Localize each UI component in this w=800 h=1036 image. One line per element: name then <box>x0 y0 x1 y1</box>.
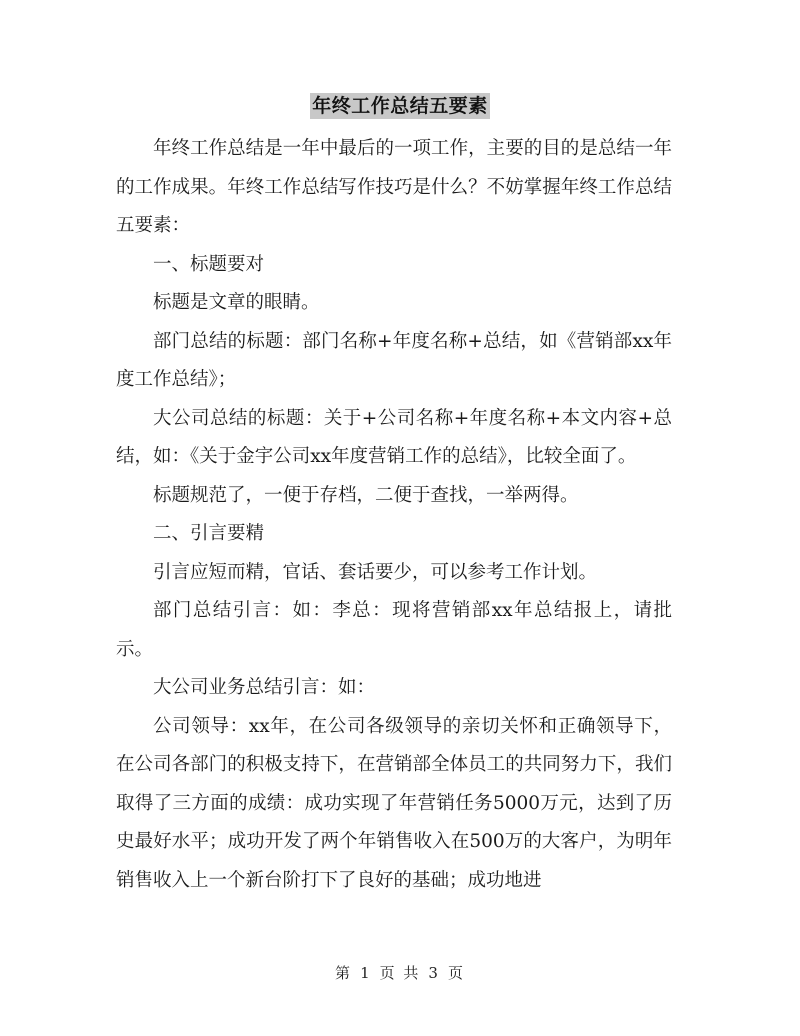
paragraph: 大公司总结的标题：关于+公司名称+年度名称+本文内容+总结，如：《关于金宇公司xx年度营销工作的总结》，比较全面了。 <box>116 407 672 467</box>
section-heading-2: 二、引言要精 <box>153 523 265 544</box>
section-heading-1: 一、标题要对 <box>153 253 265 275</box>
paragraph: 大公司业务总结引言：如： <box>153 677 376 698</box>
paragraph: 标题规范了，一便于存档，二便于查找，一举两得。 <box>153 484 579 506</box>
paragraph: 部门总结引言：如：李总：现将营销部xx年总结报上，请批示。 <box>116 600 672 660</box>
total-pages-number: 3 <box>428 964 440 982</box>
page-footer <box>0 962 800 983</box>
paragraph-intro: 年终工作总结是一年中最后的一项工作，主要的目的是总结一年的工作成果。年终工作总结写作技巧是什么？不妨掌握年终工作总结五要素： <box>116 138 672 236</box>
title-container <box>0 93 800 119</box>
page-label-prefix: 第 <box>335 964 353 982</box>
page-label-suffix: 页 <box>447 964 465 982</box>
paragraph: 标题是文章的眼睛。 <box>153 292 320 313</box>
page-label-mid: 页 共 <box>379 964 421 982</box>
paragraph: 部门总结的标题：部门名称+年度名称+总结，如《营销部xx年度工作总结》； <box>116 330 672 390</box>
document-body <box>116 130 672 900</box>
paragraph: 引言应短而精，官话、套话要少，可以参考工作计划。 <box>153 561 598 583</box>
paragraph: 公司领导：xx年，在公司各级领导的亲切关怀和正确领导下，在公司各部门的积极支持下，在营销部全体员工的共同努力下，我们取得了三方面的成绩：成功实现了年营销任务5000万元，达到了历史最好水平；成功开发了两个年销售收入在500万的大客户，为明年销售收入上一个新台阶打下了良好的基础；成功地进 <box>116 715 672 891</box>
document-title: 年终工作总结五要素 <box>312 95 488 117</box>
current-page-number: 1 <box>360 964 372 982</box>
